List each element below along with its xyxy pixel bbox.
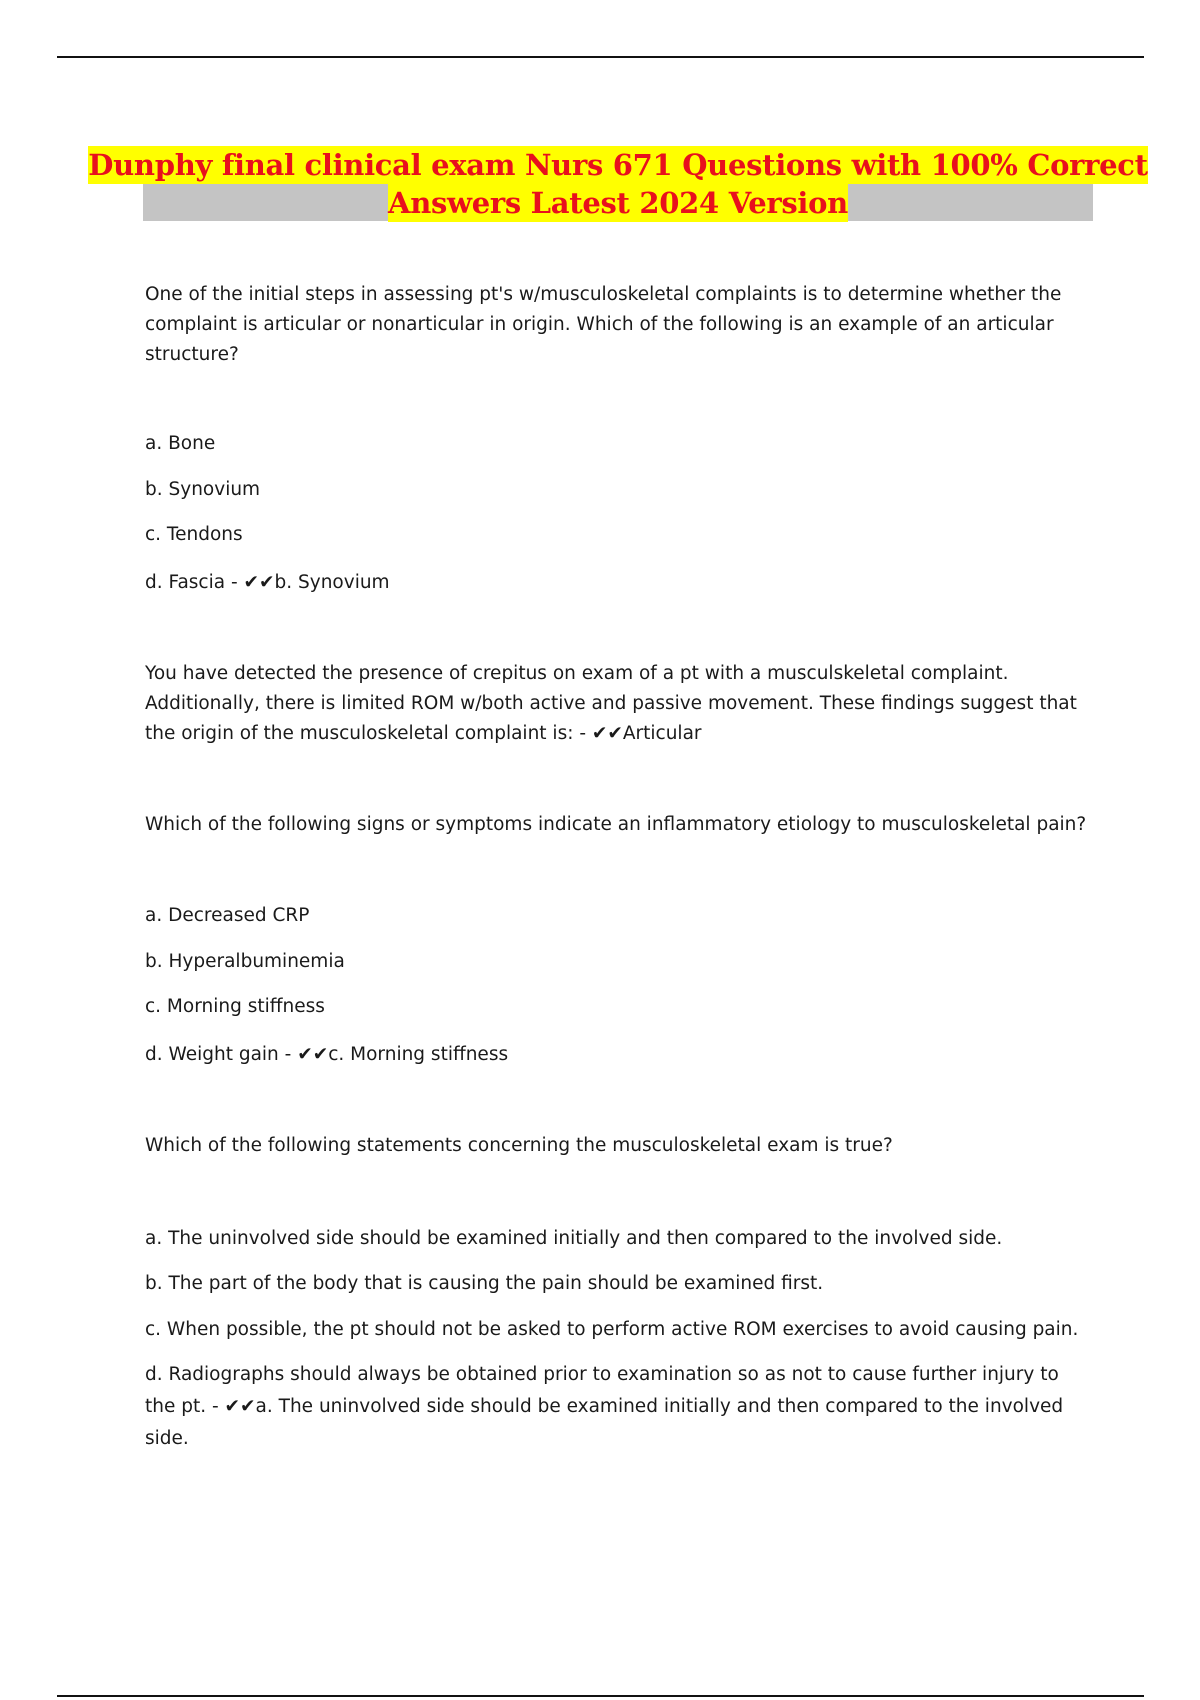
question-4-option-a: a. The uninvolved side should be examined initially and then compared to the involved side.: [145, 1228, 1003, 1249]
footer-rule: [57, 1695, 1144, 1697]
question-3-option-c: c. Morning stiffness: [145, 996, 325, 1017]
document-title-line-2: Answers Latest 2024 Version: [388, 185, 848, 220]
document-title-line-1: Dunphy final clinical exam Nurs 671 Questions with 100% Correct: [88, 147, 1148, 182]
question-3-option-d-answer: d. Weight gain - ✔✔c. Morning stiffness: [145, 1044, 509, 1065]
question-1-stem: One of the initial steps in assessing pt's w/musculoskeletal complaints is to determine whether the complaint is articular or nonarticular in origin. Which of the following is an example of an articular structure?: [145, 284, 1062, 365]
question-4-option-b: b. The part of the body that is causing the pain should be examined first.: [145, 1273, 824, 1294]
question-1-option-d-answer: d. Fascia - ✔✔b. Synovium: [145, 572, 390, 593]
question-3-option-a: a. Decreased CRP: [145, 905, 310, 926]
header-rule: [57, 56, 1144, 58]
question-3-option-b: b. Hyperalbuminemia: [145, 951, 345, 972]
question-2-stem-answer: You have detected the presence of crepitus on exam of a pt with a musculskeletal complaint. Additionally, there is limited ROM w/both active and passive movement. These findings suggest that the origin of the musculoskeletal complaint is: - ✔✔Articular: [145, 663, 1077, 744]
question-4-stem: Which of the following statements concerning the musculoskeletal exam is true?: [145, 1135, 893, 1156]
question-1-option-a: a. Bone: [145, 433, 216, 454]
question-1-option-b: b. Synovium: [145, 479, 261, 500]
document-title-block: [88, 146, 1148, 221]
question-4-option-c: c. When possible, the pt should not be asked to perform active ROM exercises to avoid causing pain.: [145, 1319, 1079, 1340]
question-1-option-c: c. Tendons: [145, 524, 243, 545]
question-3-stem: Which of the following signs or symptoms indicate an inflammatory etiology to musculoskeletal pain?: [145, 814, 1087, 835]
question-4-option-d-answer: d. Radiographs should always be obtained prior to examination so as not to cause further injury to the pt. - ✔✔a. The uninvolved side should be examined initially and then compared to the involved side.: [145, 1364, 1064, 1449]
